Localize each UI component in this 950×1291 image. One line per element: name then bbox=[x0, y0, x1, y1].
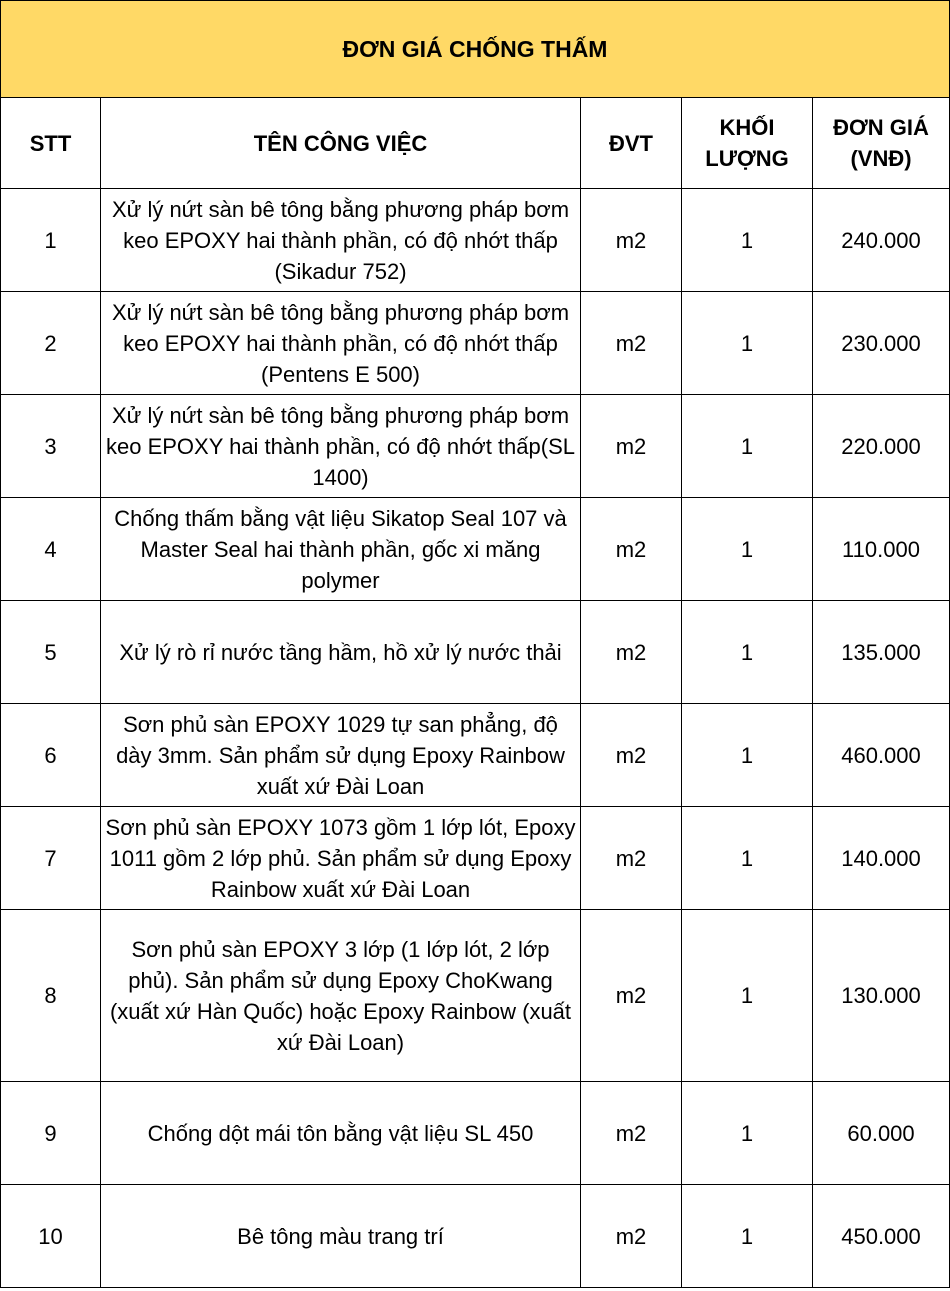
header-stt: STT bbox=[1, 98, 101, 189]
cell-stt: 6 bbox=[1, 704, 101, 807]
table-title: ĐƠN GIÁ CHỐNG THẤM bbox=[1, 1, 950, 98]
cell-unit: m2 bbox=[581, 1082, 682, 1185]
cell-price: 230.000 bbox=[813, 292, 950, 395]
header-qty bbox=[682, 98, 813, 189]
cell-stt: 2 bbox=[1, 292, 101, 395]
cell-price: 240.000 bbox=[813, 189, 950, 292]
cell-stt: 1 bbox=[1, 189, 101, 292]
cell-unit: m2 bbox=[581, 910, 682, 1082]
cell-name: Xử lý nứt sàn bê tông bằng phương pháp bơm keo EPOXY hai thành phần, có độ nhớt thấp (Pentens E 500) bbox=[101, 292, 581, 395]
table-row bbox=[1, 395, 950, 498]
cell-stt: 9 bbox=[1, 1082, 101, 1185]
cell-stt: 8 bbox=[1, 910, 101, 1082]
cell-qty: 1 bbox=[682, 189, 813, 292]
cell-name: Bê tông màu trang trí bbox=[101, 1185, 581, 1288]
table-row bbox=[1, 189, 950, 292]
cell-unit: m2 bbox=[581, 395, 682, 498]
table-row bbox=[1, 704, 950, 807]
cell-price: 135.000 bbox=[813, 601, 950, 704]
cell-price: 60.000 bbox=[813, 1082, 950, 1185]
cell-name: Sơn phủ sàn EPOXY 1029 tự san phẳng, độ dày 3mm. Sản phẩm sử dụng Epoxy Rainbow xuất xứ Đài Loan bbox=[101, 704, 581, 807]
table-row bbox=[1, 807, 950, 910]
cell-unit: m2 bbox=[581, 704, 682, 807]
cell-unit: m2 bbox=[581, 807, 682, 910]
header-price-line1: ĐƠN GIÁ bbox=[833, 115, 929, 140]
header-price bbox=[813, 98, 950, 189]
table-row bbox=[1, 601, 950, 704]
cell-name: Xử lý nứt sàn bê tông bằng phương pháp bơm keo EPOXY hai thành phần, có độ nhớt thấp(SL 1400) bbox=[101, 395, 581, 498]
table-row bbox=[1, 292, 950, 395]
cell-stt: 3 bbox=[1, 395, 101, 498]
cell-name: Chống thấm bằng vật liệu Sikatop Seal 107 và Master Seal hai thành phần, gốc xi măng polymer bbox=[101, 498, 581, 601]
cell-qty: 1 bbox=[682, 498, 813, 601]
cell-stt: 7 bbox=[1, 807, 101, 910]
cell-unit: m2 bbox=[581, 1185, 682, 1288]
cell-qty: 1 bbox=[682, 704, 813, 807]
cell-qty: 1 bbox=[682, 1082, 813, 1185]
table-row bbox=[1, 1082, 950, 1185]
table-row bbox=[1, 498, 950, 601]
cell-unit: m2 bbox=[581, 292, 682, 395]
cell-price: 130.000 bbox=[813, 910, 950, 1082]
cell-name: Sơn phủ sàn EPOXY 1073 gồm 1 lớp lót, Epoxy 1011 gồm 2 lớp phủ. Sản phẩm sử dụng Epoxy Rainbow xuất xứ Đài Loan bbox=[101, 807, 581, 910]
cell-unit: m2 bbox=[581, 498, 682, 601]
header-qty-line1: KHỐI bbox=[719, 115, 775, 140]
cell-name: Xử lý nứt sàn bê tông bằng phương pháp bơm keo EPOXY hai thành phần, có độ nhớt thấp (Sikadur 752) bbox=[101, 189, 581, 292]
table-row bbox=[1, 910, 950, 1082]
cell-stt: 10 bbox=[1, 1185, 101, 1288]
cell-stt: 4 bbox=[1, 498, 101, 601]
cell-price: 450.000 bbox=[813, 1185, 950, 1288]
cell-name: Sơn phủ sàn EPOXY 3 lớp (1 lớp lót, 2 lớp phủ). Sản phẩm sử dụng Epoxy ChoKwang (xuất xứ Hàn Quốc) hoặc Epoxy Rainbow (xuất xứ Đài Loan) bbox=[101, 910, 581, 1082]
cell-name: Xử lý rò rỉ nước tầng hầm, hồ xử lý nước thải bbox=[101, 601, 581, 704]
cell-qty: 1 bbox=[682, 601, 813, 704]
cell-qty: 1 bbox=[682, 910, 813, 1082]
cell-qty: 1 bbox=[682, 807, 813, 910]
header-qty-line2: LƯỢNG bbox=[705, 146, 789, 171]
header-name: TÊN CÔNG VIỆC bbox=[101, 98, 581, 189]
cell-unit: m2 bbox=[581, 601, 682, 704]
header-row bbox=[1, 98, 950, 189]
cell-qty: 1 bbox=[682, 1185, 813, 1288]
cell-name: Chống dột mái tôn bằng vật liệu SL 450 bbox=[101, 1082, 581, 1185]
cell-qty: 1 bbox=[682, 292, 813, 395]
cell-unit: m2 bbox=[581, 189, 682, 292]
cell-price: 110.000 bbox=[813, 498, 950, 601]
cell-qty: 1 bbox=[682, 395, 813, 498]
cell-price: 460.000 bbox=[813, 704, 950, 807]
header-price-line2: (VNĐ) bbox=[850, 146, 912, 171]
header-unit: ĐVT bbox=[581, 98, 682, 189]
cell-price: 220.000 bbox=[813, 395, 950, 498]
title-row bbox=[1, 1, 950, 98]
table-row bbox=[1, 1185, 950, 1288]
cell-price: 140.000 bbox=[813, 807, 950, 910]
cell-stt: 5 bbox=[1, 601, 101, 704]
